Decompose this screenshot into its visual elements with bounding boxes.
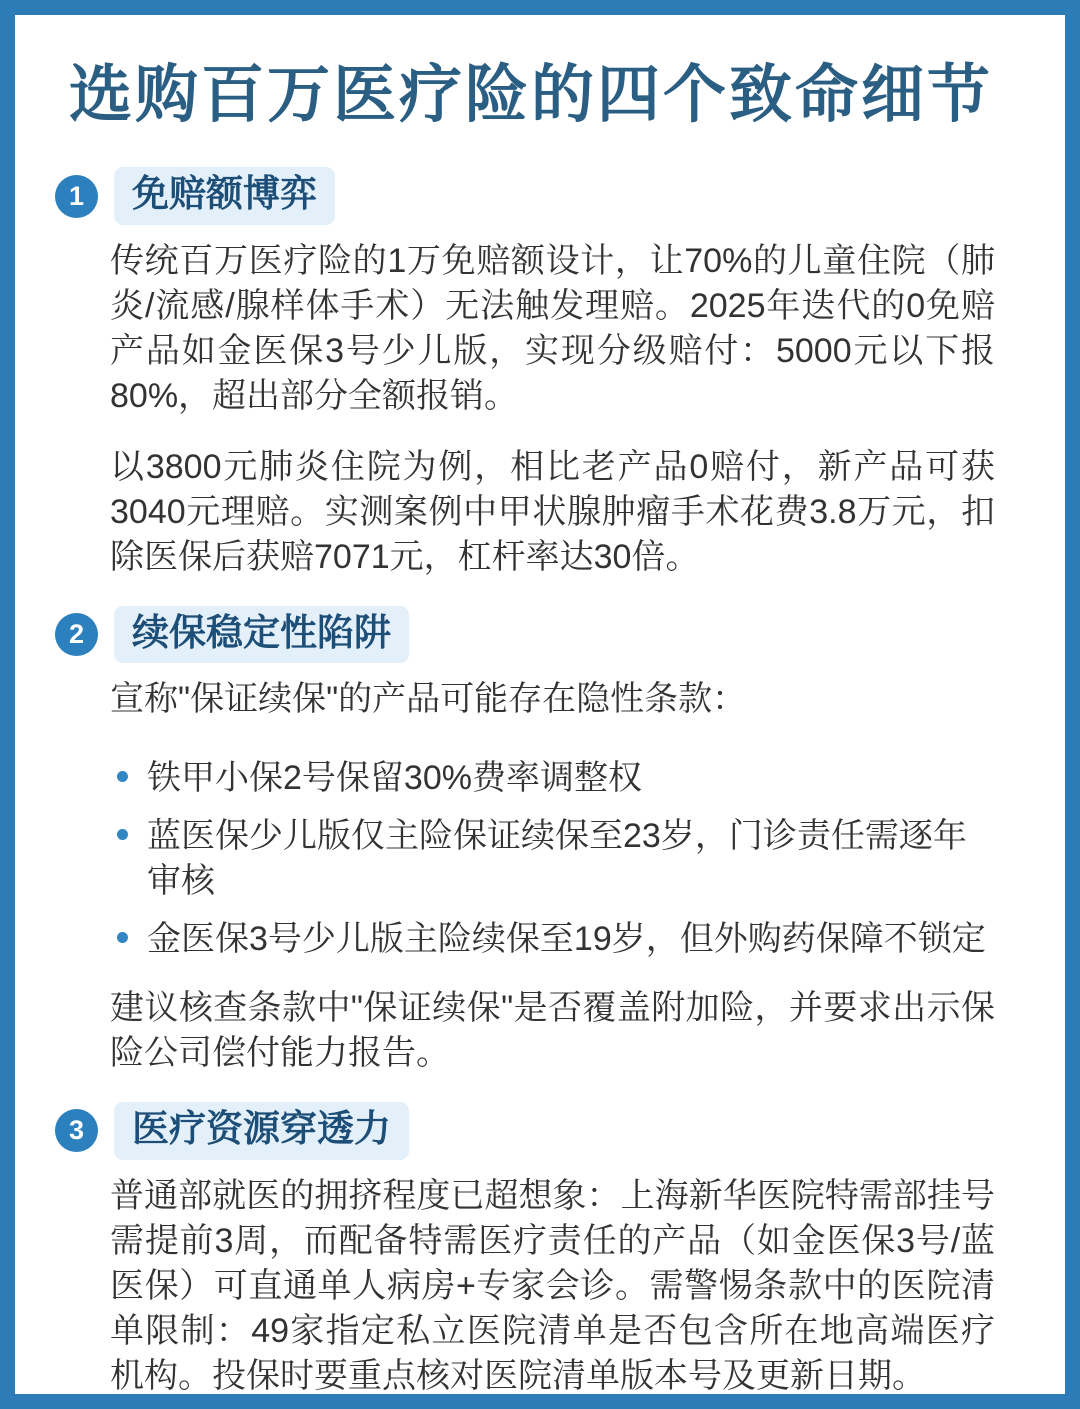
section-header xyxy=(55,167,1007,224)
section-header xyxy=(55,1102,1007,1159)
bullet-text: 金医保3号少儿版主险续保至19岁，但外购药保障不锁定 xyxy=(147,920,986,959)
paragraph: 传统百万医疗险的1万免赔额设计，让70%的儿童住院（肺炎/流感/腺样体手术）无法触发理赔。2025年迭代的0免赔产品如金医保3号少儿版，实现分级赔付：5000元以下报80%，超出部分全额报销。 xyxy=(110,241,995,415)
section-medical-resources xyxy=(55,1102,1007,1398)
paragraph: 宣称"保证续保"的产品可能存在隐性条款： xyxy=(110,680,747,719)
section-number-badge: 1 xyxy=(55,175,98,218)
paragraph: 建议核查条款中"保证续保"是否覆盖附加险，并要求出示保险公司偿付能力报告。 xyxy=(110,989,995,1073)
bullet-dot-icon xyxy=(117,829,128,840)
section-body xyxy=(110,677,995,1076)
bullet-item xyxy=(110,814,995,904)
paragraph: 以3800元肺炎住院为例，相比老产品0赔付，新产品可获3040元理赔。实测案例中甲状腺肿瘤手术花费3.8万元，扣除医保后获赔7071元，杠杆率达30倍。 xyxy=(110,447,995,576)
bullet-dot-icon xyxy=(117,932,128,943)
section-header xyxy=(55,606,1007,663)
poster-content xyxy=(15,15,1065,1409)
section-deductible xyxy=(55,167,1007,579)
section-heading: 医疗资源穿透力 xyxy=(114,1102,409,1159)
bullet-dot-icon xyxy=(117,771,128,782)
paragraph: 普通部就医的拥挤程度已超想象：上海新华医院特需部挂号需提前3周，而配备特需医疗责任的产品（如金医保3号/蓝医保）可直通单人病房+专家会诊。需警惕条款中的医院清单限制：49家指定私立医院清单是否包含所在地高端医疗机构。投保时要重点核对医院清单版本号及更新日期。 xyxy=(110,1176,995,1395)
bullet-text: 蓝医保少儿版仅主险保证续保至23岁，门诊责任需逐年审核 xyxy=(147,817,967,901)
section-heading: 免赔额博弈 xyxy=(114,167,335,224)
page-title: 选购百万医疗险的四个致命细节 xyxy=(69,60,993,130)
section-number-badge: 2 xyxy=(55,613,98,656)
section-heading: 续保稳定性陷阱 xyxy=(114,606,409,663)
section-number-badge: 3 xyxy=(55,1109,98,1152)
bullet-item xyxy=(110,917,995,962)
bullet-item xyxy=(110,756,995,801)
bullet-text: 铁甲小保2号保留30%费率调整权 xyxy=(147,759,642,798)
section-body xyxy=(110,1174,995,1399)
section-body xyxy=(110,239,995,580)
bullet-list xyxy=(110,756,995,962)
section-renewal xyxy=(55,606,1007,1076)
